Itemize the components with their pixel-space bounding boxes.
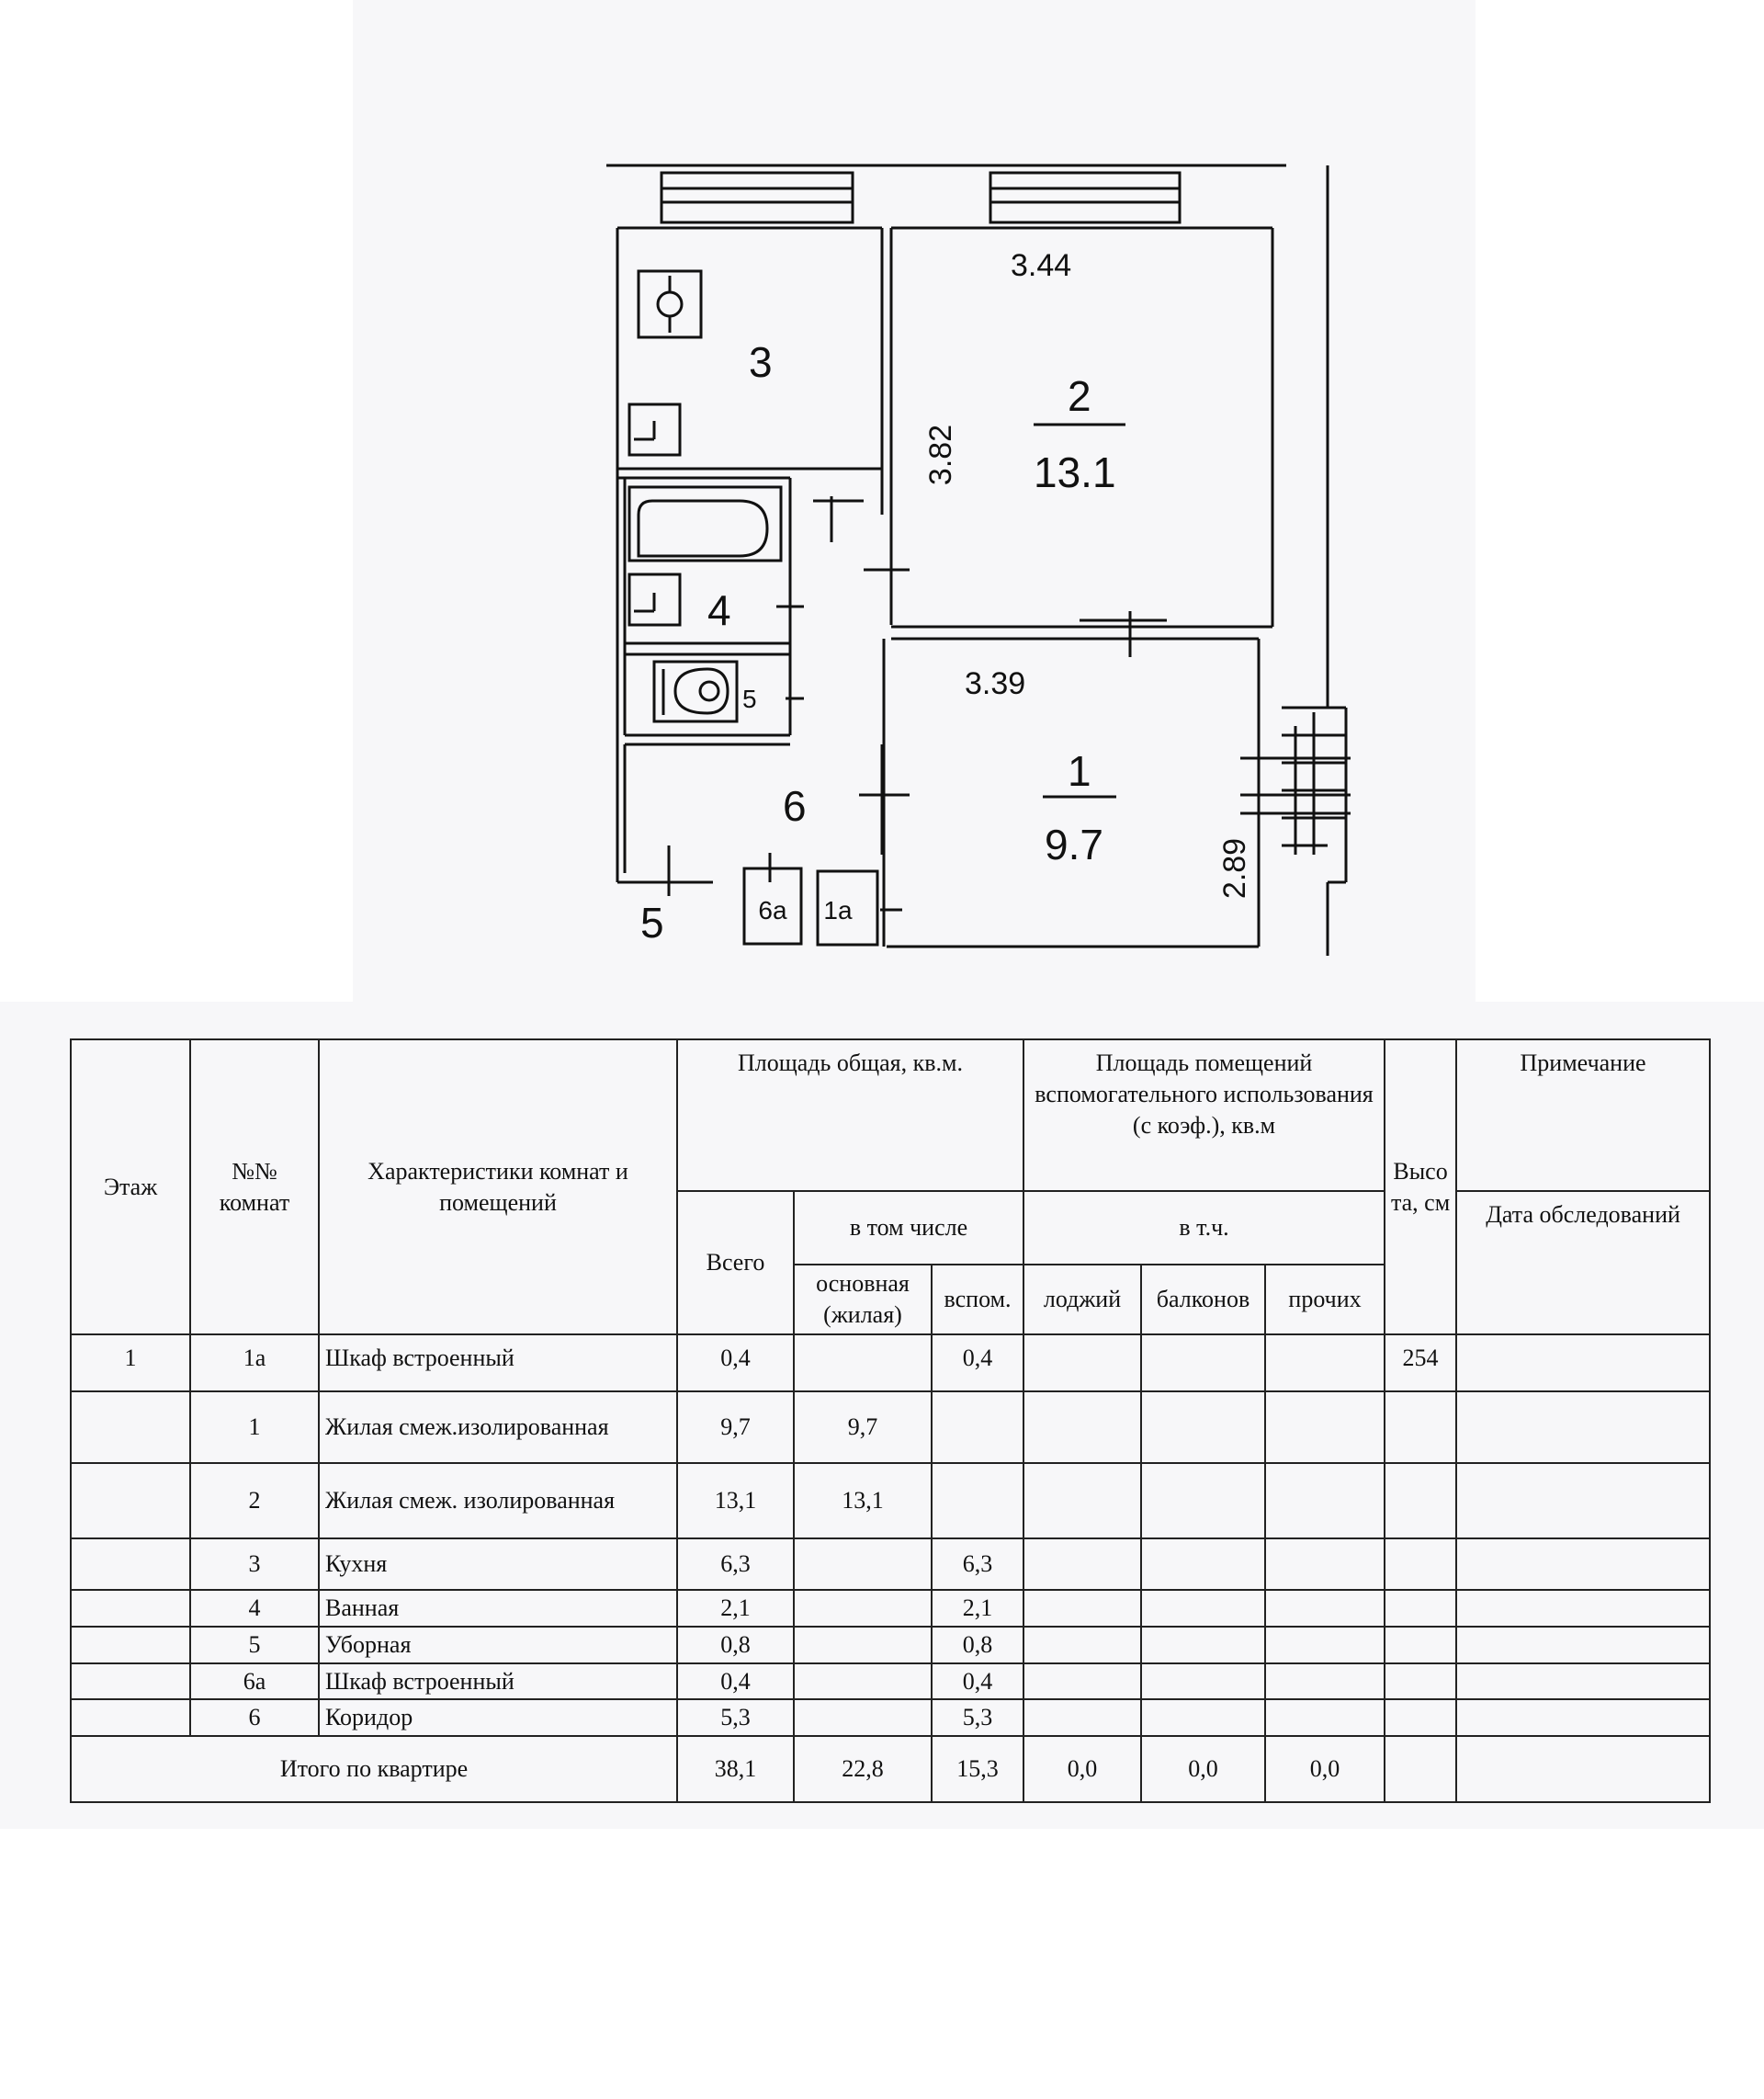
cell-number: 6 — [190, 1699, 319, 1736]
cell-floor — [71, 1391, 190, 1463]
total-area: 38,1 — [677, 1736, 794, 1802]
cell-floor — [71, 1463, 190, 1538]
header-characteristics: Характеристики комнат и помещений — [319, 1039, 677, 1334]
area-table — [70, 1038, 1711, 1803]
cell-main: 13,1 — [794, 1463, 932, 1538]
cell-aux: 2,1 — [932, 1590, 1023, 1627]
cell-loggia — [1023, 1590, 1141, 1627]
cell-height — [1385, 1391, 1456, 1463]
kitchen-sink-icon — [629, 404, 680, 455]
cell-other — [1265, 1699, 1385, 1736]
cell-height — [1385, 1538, 1456, 1590]
total-loggia: 0,0 — [1023, 1736, 1141, 1802]
stove-icon — [639, 271, 701, 337]
total-aux: 15,3 — [932, 1736, 1023, 1802]
cell-floor: 1 — [71, 1334, 190, 1391]
floor-plan — [0, 0, 1764, 1002]
cell-aux: 5,3 — [932, 1699, 1023, 1736]
dim-2-89: 2.89 — [1217, 837, 1252, 900]
room-5-label: 5 — [742, 685, 757, 713]
room-6-label: 6 — [783, 782, 807, 830]
cell-main — [794, 1663, 932, 1700]
cell-main — [794, 1334, 932, 1391]
table-row — [71, 1391, 1710, 1463]
cell-height — [1385, 1663, 1456, 1700]
cell-name: Жилая смеж.изолированная — [319, 1391, 677, 1463]
total-note — [1456, 1736, 1710, 1802]
cell-height — [1385, 1627, 1456, 1663]
total-height — [1385, 1736, 1456, 1802]
header-room-number: №№ комнат — [190, 1039, 319, 1334]
window-right — [990, 173, 1180, 222]
header-survey-date: Дата обследований — [1456, 1191, 1710, 1334]
room-1-number: 1 — [1068, 747, 1091, 795]
cell-total: 5,3 — [677, 1699, 794, 1736]
cell-loggia — [1023, 1391, 1141, 1463]
cell-floor — [71, 1590, 190, 1627]
cell-aux: 0,4 — [932, 1663, 1023, 1700]
header-note: Примечание — [1456, 1039, 1710, 1191]
cell-other — [1265, 1627, 1385, 1663]
cell-note — [1456, 1391, 1710, 1463]
cell-main — [794, 1590, 932, 1627]
cell-name: Шкаф встроенный — [319, 1663, 677, 1700]
cell-note — [1456, 1538, 1710, 1590]
room-1-area: 9.7 — [1045, 821, 1103, 868]
window-left — [662, 173, 853, 222]
cell-other — [1265, 1590, 1385, 1627]
cell-total: 6,3 — [677, 1538, 794, 1590]
table-row — [71, 1663, 1710, 1700]
table-row — [71, 1590, 1710, 1627]
room-2-area: 13.1 — [1034, 448, 1116, 496]
cell-number: 3 — [190, 1538, 319, 1590]
total-other: 0,0 — [1265, 1736, 1385, 1802]
table-row — [71, 1699, 1710, 1736]
cell-total: 0,4 — [677, 1334, 794, 1391]
header-including-short: в т.ч. — [1023, 1191, 1385, 1265]
cell-floor — [71, 1627, 190, 1663]
toilet-icon — [654, 662, 737, 721]
cell-number: 6а — [190, 1663, 319, 1700]
table-row — [71, 1334, 1710, 1391]
header-other: прочих — [1265, 1265, 1385, 1334]
cell-number: 5 — [190, 1627, 319, 1663]
cell-number: 1а — [190, 1334, 319, 1391]
cell-aux — [932, 1463, 1023, 1538]
cell-floor — [71, 1699, 190, 1736]
cell-other — [1265, 1334, 1385, 1391]
total-row — [71, 1736, 1710, 1802]
cell-other — [1265, 1463, 1385, 1538]
room-3-label: 3 — [749, 338, 773, 386]
cell-loggia — [1023, 1699, 1141, 1736]
cell-height — [1385, 1699, 1456, 1736]
header-floor: Этаж — [71, 1039, 190, 1334]
cell-total: 9,7 — [677, 1391, 794, 1463]
cell-loggia — [1023, 1663, 1141, 1700]
cell-name: Кухня — [319, 1538, 677, 1590]
table-row — [71, 1627, 1710, 1663]
cell-aux: 0,4 — [932, 1334, 1023, 1391]
room-4-label: 4 — [707, 586, 731, 634]
total-balcony: 0,0 — [1141, 1736, 1265, 1802]
stairs — [1240, 708, 1351, 882]
cell-total: 13,1 — [677, 1463, 794, 1538]
cell-name: Коридор — [319, 1699, 677, 1736]
cell-name: Уборная — [319, 1627, 677, 1663]
header-total: Всего — [677, 1191, 794, 1334]
cell-name: Шкаф встроенный — [319, 1334, 677, 1391]
header-total-area: Площадь общая, кв.м. — [677, 1039, 1023, 1191]
cell-balcony — [1141, 1590, 1265, 1627]
cell-number: 1 — [190, 1391, 319, 1463]
cell-main — [794, 1538, 932, 1590]
closet-1a-label: 1а — [823, 896, 853, 925]
cell-note — [1456, 1699, 1710, 1736]
table-row — [71, 1463, 1710, 1538]
cell-balcony — [1141, 1334, 1265, 1391]
cell-main: 9,7 — [794, 1391, 932, 1463]
entrance-5-label: 5 — [640, 899, 664, 947]
cell-loggia — [1023, 1627, 1141, 1663]
cell-number: 2 — [190, 1463, 319, 1538]
cell-balcony — [1141, 1391, 1265, 1463]
cell-height — [1385, 1463, 1456, 1538]
cell-other — [1265, 1663, 1385, 1700]
total-label: Итого по квартире — [71, 1736, 677, 1802]
header-including: в том числе — [794, 1191, 1023, 1265]
cell-balcony — [1141, 1627, 1265, 1663]
cell-aux: 0,8 — [932, 1627, 1023, 1663]
cell-balcony — [1141, 1663, 1265, 1700]
header-main-living: основная (жилая) — [794, 1265, 932, 1334]
header-loggias: лоджий — [1023, 1265, 1141, 1334]
cell-note — [1456, 1627, 1710, 1663]
cell-total: 2,1 — [677, 1590, 794, 1627]
dim-3-44: 3.44 — [1011, 248, 1072, 283]
header-balconies: балконов — [1141, 1265, 1265, 1334]
cell-note — [1456, 1334, 1710, 1391]
cell-loggia — [1023, 1334, 1141, 1391]
cell-note — [1456, 1590, 1710, 1627]
cell-main — [794, 1699, 932, 1736]
closet-6a-label: 6а — [758, 896, 787, 925]
cell-aux — [932, 1391, 1023, 1463]
cell-balcony — [1141, 1463, 1265, 1538]
cell-floor — [71, 1663, 190, 1700]
cell-main — [794, 1627, 932, 1663]
room-2-number: 2 — [1068, 372, 1091, 420]
cell-floor — [71, 1538, 190, 1590]
header-aux-area: Площадь помещений вспомогательного использования (с коэф.), кв.м — [1023, 1039, 1385, 1191]
cell-name: Жилая смеж. изолированная — [319, 1463, 677, 1538]
bath-sink-icon — [629, 574, 680, 625]
cell-number: 4 — [190, 1590, 319, 1627]
dim-3-39: 3.39 — [965, 666, 1026, 701]
header-height: Высо та, см — [1385, 1039, 1456, 1334]
cell-other — [1265, 1538, 1385, 1590]
cell-total: 0,4 — [677, 1663, 794, 1700]
cell-total: 0,8 — [677, 1627, 794, 1663]
cell-balcony — [1141, 1538, 1265, 1590]
header-auxiliary: вспом. — [932, 1265, 1023, 1334]
cell-loggia — [1023, 1463, 1141, 1538]
cell-note — [1456, 1663, 1710, 1700]
bathtub-icon — [629, 487, 781, 561]
cell-height — [1385, 1590, 1456, 1627]
dim-3-82: 3.82 — [923, 424, 958, 486]
total-main: 22,8 — [794, 1736, 932, 1802]
cell-name: Ванная — [319, 1590, 677, 1627]
cell-note — [1456, 1463, 1710, 1538]
cell-height: 254 — [1385, 1334, 1456, 1391]
cell-loggia — [1023, 1538, 1141, 1590]
table-row — [71, 1538, 1710, 1590]
cell-other — [1265, 1391, 1385, 1463]
cell-aux: 6,3 — [932, 1538, 1023, 1590]
cell-balcony — [1141, 1699, 1265, 1736]
